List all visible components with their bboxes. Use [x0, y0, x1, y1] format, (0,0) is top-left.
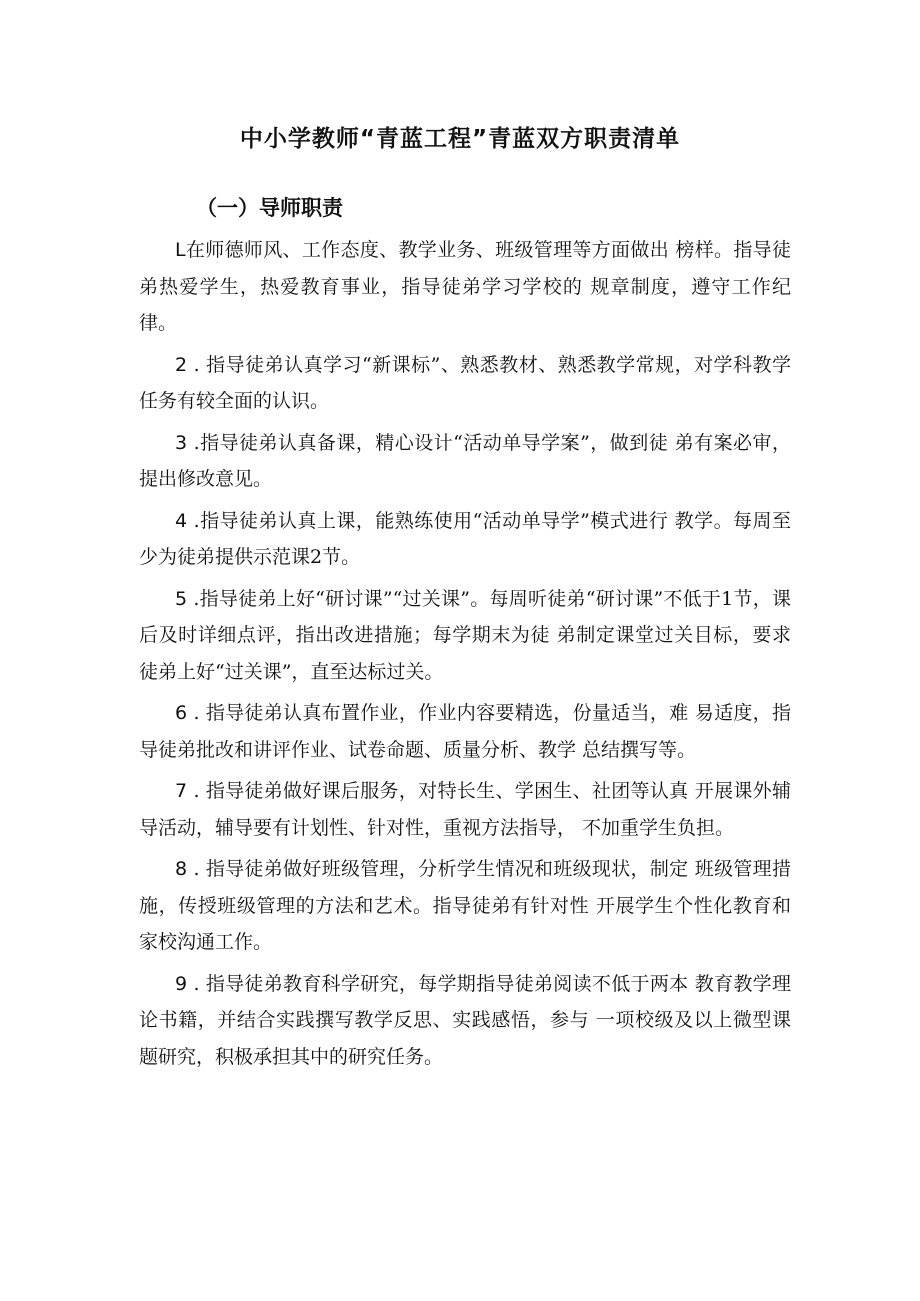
duty-item-7: [139, 773, 791, 846]
duty-item-6: [139, 695, 791, 768]
duty-item-text: . 指导徒弟做好班级管理，分析学生情况和班级现状，制定 班级管理措施，传授班级管理的方法和艺术。指导徒弟有针对性 开展学生个性化教育和家校沟通工作。: [139, 858, 791, 953]
duty-item-number: L: [175, 239, 186, 261]
duty-list: [139, 232, 791, 1080]
duty-item-4: [139, 503, 791, 576]
duty-item-number: 7: [175, 780, 188, 802]
duty-item-number: 6: [175, 702, 188, 724]
duty-item-number: 3: [175, 431, 188, 454]
duty-item-number: 5: [175, 587, 188, 610]
duty-item-text: .指导徒弟上好“研讨课”“过关课”。每周听徒弟“研讨课”不低于1节，课后及时详细点评，指出改进措施；每学期末为徒 弟制定课堂过关目标，要求徒弟上好“过关课”，直至达标过关。: [139, 587, 791, 683]
duty-item-text: . 指导徒弟做好课后服务，对特长生、学困生、社团等认真 开展课外辅导活动，辅导要有计划性、针对性，重视方法指导， 不加重学生负担。: [139, 780, 791, 839]
duty-item-text: 在师德师风、工作态度、教学业务、班级管理等方面做出 榜样。指导徒弟热爱学生，热爱教育事业，指导徒弟学习学校的 规章制度，遵守工作纪律。: [139, 239, 791, 334]
duty-item-number: 8: [175, 858, 188, 880]
section-heading: （一）导师职责: [196, 196, 343, 220]
duty-item-number: 9: [175, 972, 188, 995]
duty-item-2: [139, 347, 791, 420]
duty-item-9: [139, 966, 791, 1076]
document-title: 中小学教师“青蓝工程”青蓝双方职责清单: [239, 126, 681, 152]
duty-item-5: [139, 581, 791, 691]
duty-item-text: .指导徒弟认真上课，能熟练使用“活动单导学”模式进行 教学。每周至少为徒弟提供示范课2节。: [139, 509, 791, 568]
duty-item-text: . 指导徒弟教育科学研究，每学期指导徒弟阅读不低于两本 教育教学理论书籍，并结合实践撰写教学反思、实践感悟，参与 一项校级及以上微型课题研究，积极承担其中的研究任务。: [139, 972, 791, 1068]
duty-item-1: [139, 232, 791, 342]
duty-item-number: 4: [175, 509, 188, 532]
duty-item-number: 2: [175, 353, 188, 376]
duty-item-text: .指导徒弟认真备课，精心设计“活动单导学案”，做到徒 弟有案必审，提出修改意见。: [139, 431, 791, 490]
duty-item-3: [139, 425, 791, 498]
duty-item-8: [139, 851, 791, 961]
duty-item-text: . 指导徒弟认真学习“新课标”、熟悉教材、熟悉教学常规，对学科教学任务有较全面的认识。: [139, 353, 791, 412]
duty-item-text: . 指导徒弟认真布置作业，作业内容要精选，份量适当，难 易适度，指导徒弟批改和讲评作业、试卷命题、质量分析、教学 总结撰写等。: [139, 702, 791, 761]
